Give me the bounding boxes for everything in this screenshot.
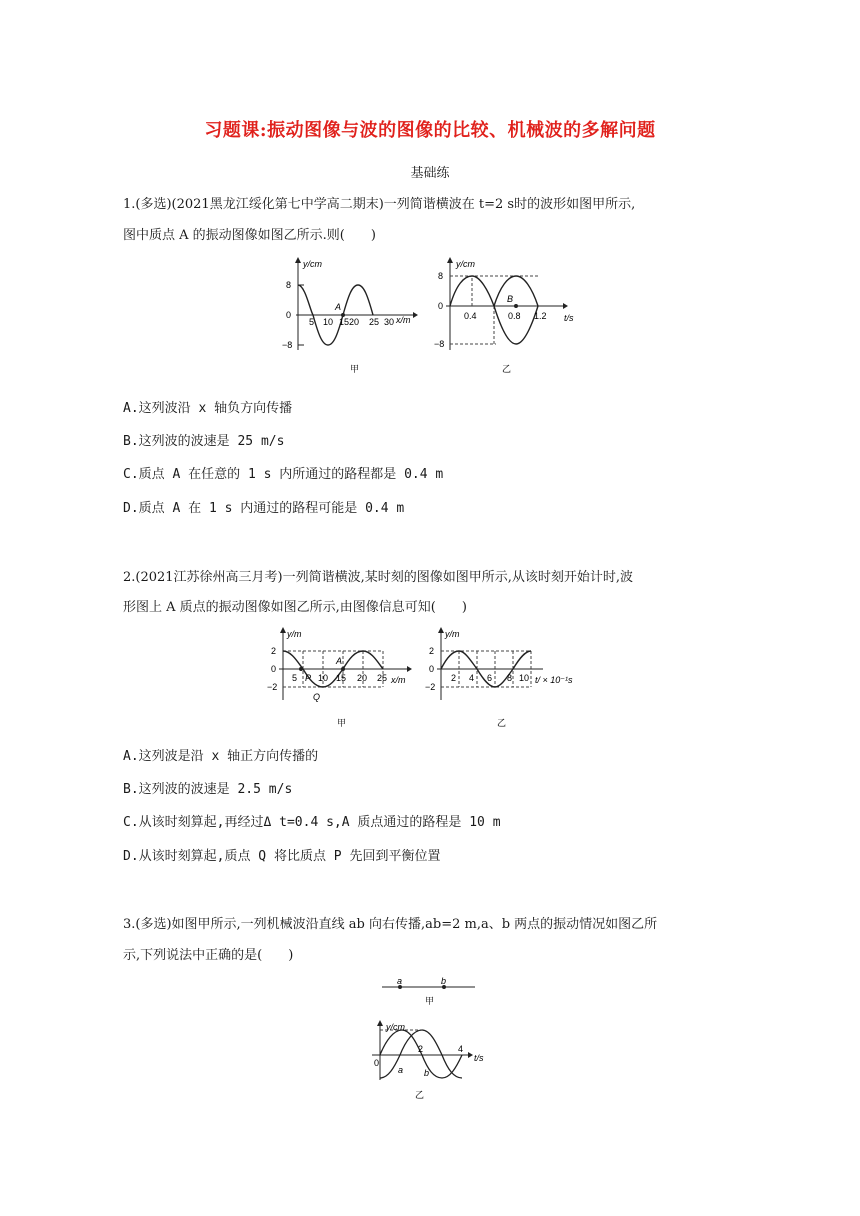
y-tick-label: 0 (271, 664, 277, 674)
y-tick-label: −2 (425, 682, 436, 692)
t-tick-label: 4 (458, 1044, 464, 1054)
q1-option-d: D.质点 A 在 1 s 内通过的路程可能是 0.4 m (123, 501, 405, 516)
y-axis-label: y/m (287, 629, 302, 639)
y-axis-arrow (377, 1020, 383, 1026)
t-tick-label: 2 (418, 1044, 424, 1054)
q2-option-c: C.从该时刻算起,再经过Δ t=0.4 s,A 质点通过的路程是 10 m (123, 815, 501, 830)
vibration-curve-2 (494, 276, 538, 306)
page-title: 习题课:振动图像与波的图像的比较、机械波的多解问题 (204, 120, 656, 141)
figure-caption: 甲 (337, 718, 347, 728)
y-axis-label: y/cm (456, 259, 475, 269)
y-tick-label: 2 (271, 646, 277, 656)
y-tick-label: 2 (429, 646, 435, 656)
q3-stem-line2: 示,下列说法中正确的是( ) (123, 948, 294, 963)
x-axis-label: x/m (396, 315, 411, 325)
curve-b-label: b (424, 1068, 430, 1078)
t-tick-label: 10 (519, 673, 530, 683)
point-b-label: b (441, 976, 447, 986)
x-tick-label: 10 (323, 317, 334, 327)
q1-stem-line1: 1.(多选)(2021黑龙江绥化第七中学高二期末)一列简谐横波在 t=2 s时的波形如图甲所示, (123, 197, 636, 212)
x-tick-label: 15 (336, 673, 347, 683)
x-tick-label: 1520 (339, 317, 360, 327)
q2-stem-line1: 2.(2021江苏徐州高三月考)一列简谐横波,某时刻的图像如图甲所示,从该时刻开始计时,波 (123, 570, 634, 585)
figure-caption: 乙 (497, 718, 507, 728)
q2-option-a: A.这列波是沿 x 轴正方向传播的 (123, 749, 319, 764)
t-tick-label: 8 (507, 673, 513, 683)
x-tick-label: 5 (309, 317, 315, 327)
y-axis-label: y/cm (303, 259, 322, 269)
y-axis-arrow (447, 257, 453, 263)
y-tick-label: 0 (286, 310, 292, 320)
q3-figure-yi (368, 1018, 498, 1113)
t-axis-label: t/s (474, 1053, 484, 1063)
q1-option-a: A.这列波沿 x 轴负方向传播 (123, 401, 293, 416)
t-tick-label: 0.4 (464, 311, 477, 321)
q2-figure-yi (425, 625, 600, 735)
point-a-label: A (336, 656, 343, 666)
y-axis-label: y/m (445, 629, 460, 639)
y-axis-arrow (295, 257, 301, 263)
y-tick-label: −8 (434, 339, 445, 349)
point-q-label: Q (313, 692, 321, 702)
y-tick-label: 8 (438, 271, 444, 281)
x-tick-label: 25 (377, 673, 388, 683)
q2-option-d: D.从该时刻算起,质点 Q 将比质点 P 先回到平衡位置 (123, 849, 441, 864)
t-tick-label: 6 (487, 673, 493, 683)
t-tick-label: 1.2 (534, 311, 547, 321)
x-axis-label: x/m (391, 675, 406, 685)
q2-option-b: B.这列波的波速是 2.5 m/s (123, 782, 293, 797)
figure-caption: 甲 (350, 364, 360, 374)
t-tick-label: 0 (374, 1058, 380, 1068)
t-axis-arrow (563, 303, 568, 309)
y-tick-label: −2 (267, 682, 278, 692)
t-axis-label: t/s (564, 313, 574, 323)
y-tick-label: −8 (282, 340, 293, 350)
y-axis-arrow (438, 627, 444, 633)
t-tick-label: 4 (469, 673, 475, 683)
x-tick-label: 20 (357, 673, 368, 683)
q1-option-b: B.这列波的波速是 25 m/s (123, 434, 285, 449)
q2-stem-line2: 形图上 A 质点的振动图像如图乙所示,由图像信息可知( ) (123, 600, 467, 615)
point-b-dot (514, 304, 518, 308)
point-a-label: A (335, 302, 342, 312)
q1-figure-jia (278, 255, 418, 380)
point-p-label: P (305, 673, 312, 683)
t-tick-label: 2 (451, 673, 457, 683)
x-tick-label: 30 (384, 317, 395, 327)
section-subtitle: 基础练 (410, 166, 450, 181)
t-axis-arrow (468, 1052, 473, 1058)
t-axis-label: t/ × 10⁻¹s (535, 675, 573, 685)
q2-figure-jia (265, 625, 420, 735)
q3-figure-jia (380, 972, 480, 1012)
y-tick-label: 0 (438, 301, 444, 311)
figure-caption: 乙 (415, 1090, 425, 1100)
curve-a-label: a (398, 1065, 404, 1075)
x-tick-label: 25 (369, 317, 380, 327)
point-b-label: B (507, 294, 514, 304)
q1-stem-line2: 图中质点 A 的振动图像如图乙所示.则( ) (123, 228, 376, 243)
x-axis-arrow (413, 312, 418, 318)
figure-caption: 甲 (425, 996, 435, 1006)
q1-figure-yi (428, 255, 588, 380)
figure-caption: 乙 (502, 364, 512, 374)
y-tick-label: 0 (429, 664, 435, 674)
x-axis-arrow (407, 666, 412, 672)
y-axis-arrow (280, 627, 286, 633)
q3-stem-line1: 3.(多选)如图甲所示,一列机械波沿直线 ab 向右传播,ab=2 m,a、b 两点的振动情况如图乙所 (123, 917, 658, 932)
q1-option-c: C.质点 A 在任意的 1 s 内所通过的路程都是 0.4 m (123, 467, 444, 482)
y-tick-label: 8 (286, 280, 292, 290)
point-p-dot (299, 667, 303, 671)
t-tick-label: 0.8 (508, 311, 521, 321)
point-a-dot (341, 667, 345, 671)
point-a-label: a (397, 976, 403, 986)
x-tick-label: 5 (292, 673, 298, 683)
y-axis-label: y/cm (386, 1022, 405, 1032)
x-tick-label: 10 (318, 673, 329, 683)
